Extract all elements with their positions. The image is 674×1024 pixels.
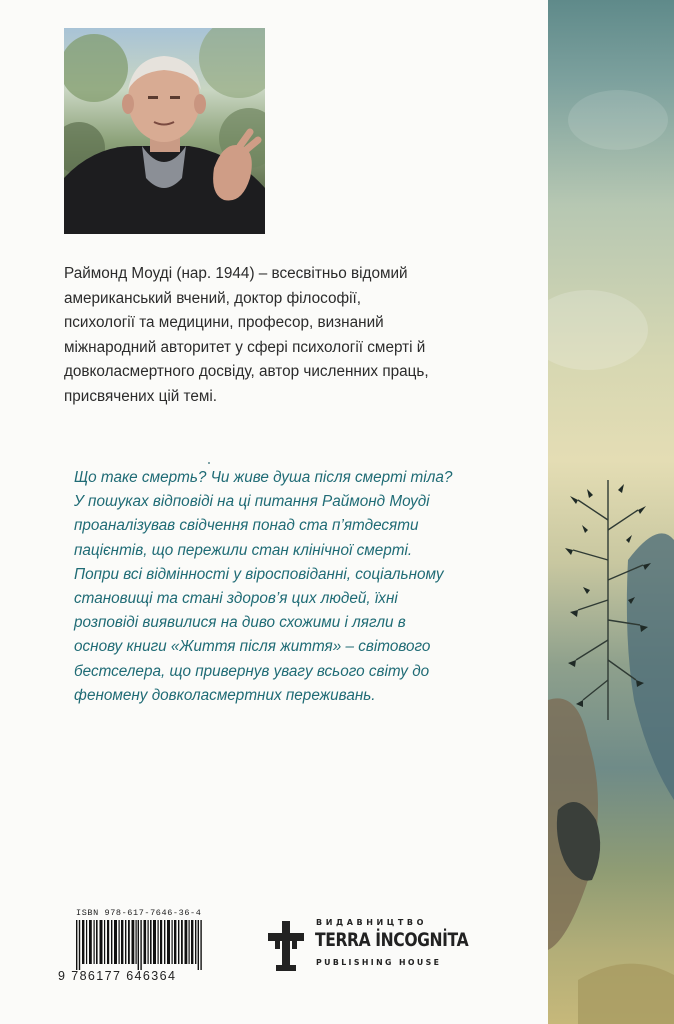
barcode-block — [58, 908, 208, 982]
book-blurb: Що таке смерть? Чи живе душа після смерті тіла? У пошуках відповіді на ці питання Раймонд Моуді проаналізував свідчення понад ста п’ятдесяти пацієнтів, що пережили стан клінічної смерті. Попри всі відмінності у віросповіданні, соціальному становищі та стані здоров’я цих людей, їхні розповіді виявилися на диво схожими і лягли в основу книги «Життя після життя» – світового бестселера, що привернув увагу всього світу до феномену довколасмертних переживань. — [74, 469, 453, 704]
barcode-number: 9 786177 646364 — [58, 969, 177, 983]
publisher-name: TERRA İNCOGNİTA — [315, 929, 469, 951]
decorative-dot — [208, 462, 210, 464]
publisher-bottom-line: PUBLISHING HOUSE — [316, 958, 442, 967]
cover-painting-strip — [548, 0, 674, 1024]
cross-icon — [266, 921, 306, 971]
author-photo — [64, 28, 265, 234]
isbn-label: ISBN 978-617-7646-36-4 — [76, 908, 202, 918]
publisher-top-line: ВИДАВНИЦТВО — [316, 918, 427, 927]
barcode-bars — [76, 920, 202, 970]
author-bio: Раймонд Моуді (нар. 1944) – всесвітньо відомий американський вчений, доктор філософії, психології та медицини, професор, визнаний міжнародний авторитет у сфері психології смерті й довколасмертного досвіду, автор численних праць, присвячених цій темі. — [64, 265, 429, 405]
publisher-logo — [266, 918, 486, 974]
